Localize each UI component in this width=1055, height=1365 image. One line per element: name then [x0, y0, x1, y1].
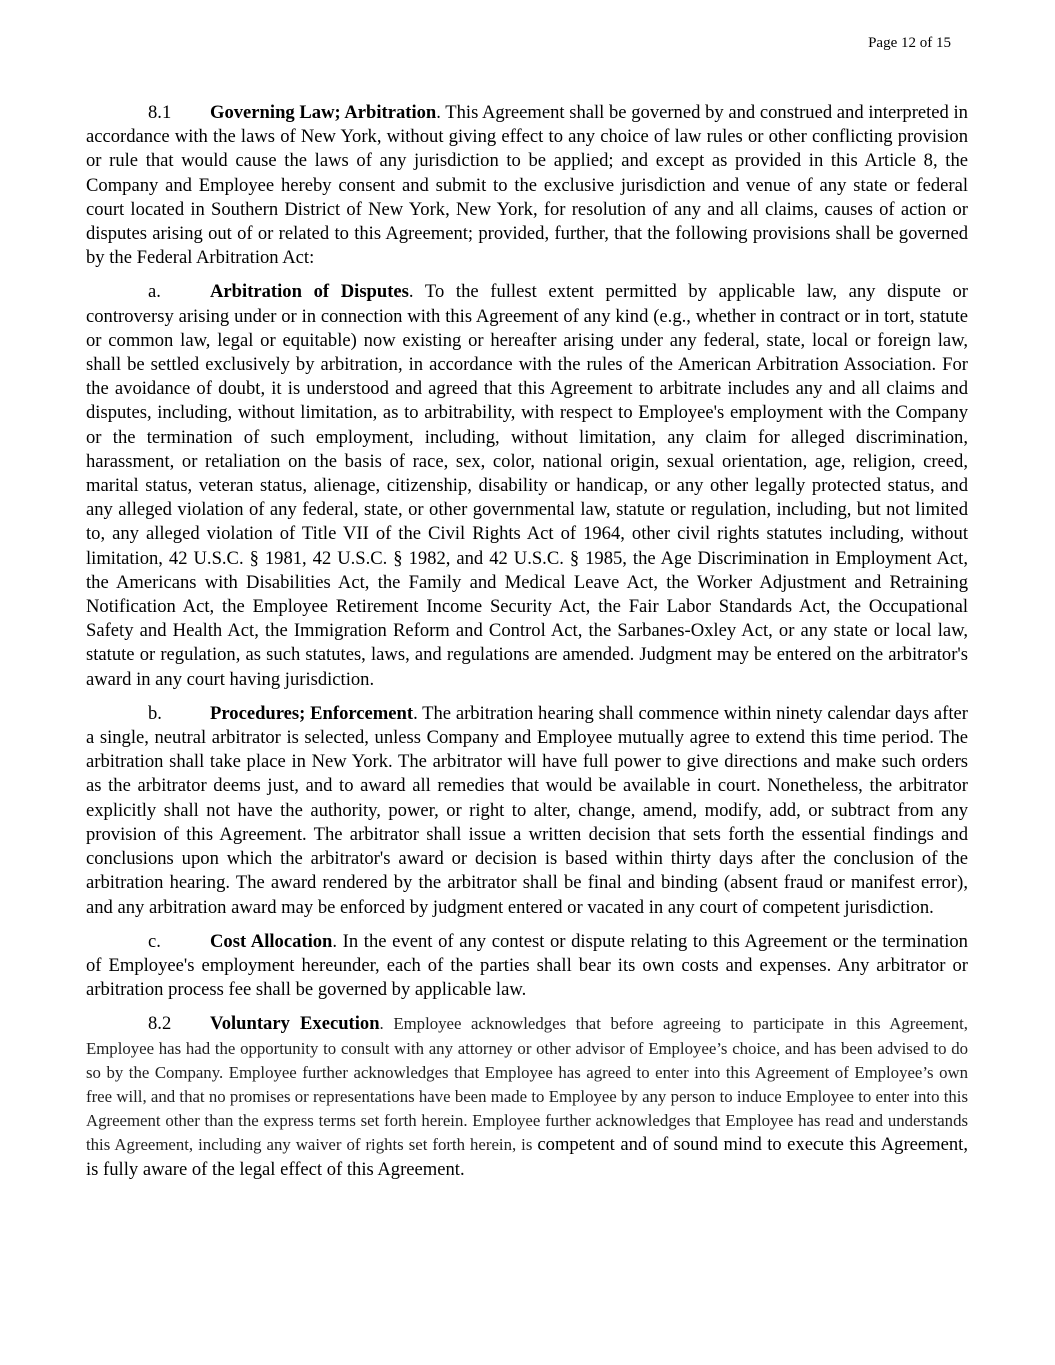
section-number: 8.1: [148, 102, 172, 123]
section-heading: Cost Allocation: [210, 930, 333, 952]
section-heading: Procedures; Enforcement: [210, 702, 414, 724]
page-number: Page 12 of 15: [868, 35, 951, 51]
section-text: . To the fullest extent permitted by applicable law, any dispute or controversy arising under or in connection with this Agreement of any kind (e.g., whether in contract or in tort, statute or common law, legal or equitable) now existing or hereafter arising under any federal, state, local or foreign law, shall be settled exclusively by arbitration, in accordance with the rules of the American Arbitration Association. For the avoidance of doubt, it is understood and agreed that this Agreement to arbitrate includes any and all claims and disputes, including, without limitation, as to arbitrability, with respect to Employee's employment with the Company or the termination of such employment, including, without limitation, any claim for alleged discrimination, harassment, or retaliation on the basis of race, sex, color, national origin, sexual orientation, age, religion, creed, marital status, veteran status, alienage, citizenship, disability or handicap, or any other legally protected status, and any alleged violation of any federal, state, or other governmental law, statute or regulation, including, but not limited to, any alleged violation of Title VII of the Civil Rights Act of 1964, other civil rights statutes including, without limitation, 42 U.S.C. § 1981, 42 U.S.C. § 1982, and 42 U.S.C. § 1985, the Age Discrimination in Employment Act, the Americans with Disabilities Act, the Family and Medical Leave Act, the Worker Adjustment and Retraining Notification Act, the Employee Retirement Income Security Act, the Fair Labor Standards Act, the Occupational Safety and Health Act, the Immigration Reform and Control Act, the Sarbanes-Oxley Act, or any state or local law, statute or regulation, as such statutes, laws, and regulations are amended. Judgment may be entered on the arbitrator's award in any court having jurisdiction.: [86, 281, 968, 690]
section-number: a.: [148, 281, 161, 303]
section-heading: Voluntary Execution: [210, 1013, 380, 1035]
section-text: competent and of sound mind to execute this Agreement, is fully aware of the legal effect of this Agreement.: [86, 1134, 968, 1180]
section-8-2: [86, 1012, 968, 1181]
section-heading: Governing Law; Arbitration: [210, 102, 437, 123]
section-c: [86, 930, 968, 1003]
section-text: . In the event of any contest or dispute relating to this Agreement or the termination of Employee's employment hereunder, each of the parties shall bear its own costs and expenses. Any arbitrator or arbitration process fee shall be governed by applicable law.: [86, 930, 968, 1001]
section-number: c.: [148, 930, 161, 952]
section-number: 8.2: [148, 1013, 172, 1035]
section-number: b.: [148, 702, 162, 724]
document-body: [86, 101, 968, 1192]
section-heading: Arbitration of Disputes: [210, 281, 409, 303]
section-text: . This Agreement shall be governed by and construed and interpreted in accordance with the laws of New York, without giving effect to any choice of law rules or other conflicting provision or rule that would cause the laws of any jurisdiction to be applied; and except as provided in this Article 8, the Company and Employee hereby consent and submit to the exclusive jurisdiction and venue of any state or federal court located in Southern District of New York, New York, for resolution of any and all claims, causes of action or disputes arising out of or related to this Agreement; provided, further, that the following provisions shall be governed by the Federal Arbitration Act:: [86, 102, 968, 269]
section-a: [86, 280, 968, 691]
section-text-small: . Employee acknowledges that before agreeing to participate in this Agreement, Employee has had the opportunity to consult with any attorney or other advisor of Employee’s choice, and has been advised to do so by the Company. Employee further acknowledges that Employee has agreed to enter into this Agreement of Employee’s own free will, and that no promises or representations have been made to Employee by any person to induce Employee to enter into this Agreement other than the express terms set forth herein. Employee further acknowledges that Employee has read and understands this Agreement, including any waiver of rights set forth herein, is: [86, 1014, 969, 1155]
section-b: [86, 702, 968, 920]
section-8-1: [86, 101, 968, 270]
section-text: . The arbitration hearing shall commence within ninety calendar days after a single, neutral arbitrator is selected, unless Company and Employee mutually agree to extend this time period. The arbitration shall take place in New York. The arbitrator will have full power to give directions and make such orders as the arbitrator deems just, and to award all remedies that would be available in court. Nonetheless, the arbitrator explicitly shall not have the authority, power, or right to alter, change, amend, modify, add, or subtract from any provision of this Agreement. The arbitrator shall issue a written decision that sets forth the essential findings and conclusions upon which the arbitrator's award or decision is based within thirty days after the conclusion of the arbitration hearing. The award rendered by the arbitrator shall be final and binding (absent fraud or manifest error), and any arbitration award may be enforced by judgment entered or vacated in any court of competent jurisdiction.: [86, 702, 968, 918]
